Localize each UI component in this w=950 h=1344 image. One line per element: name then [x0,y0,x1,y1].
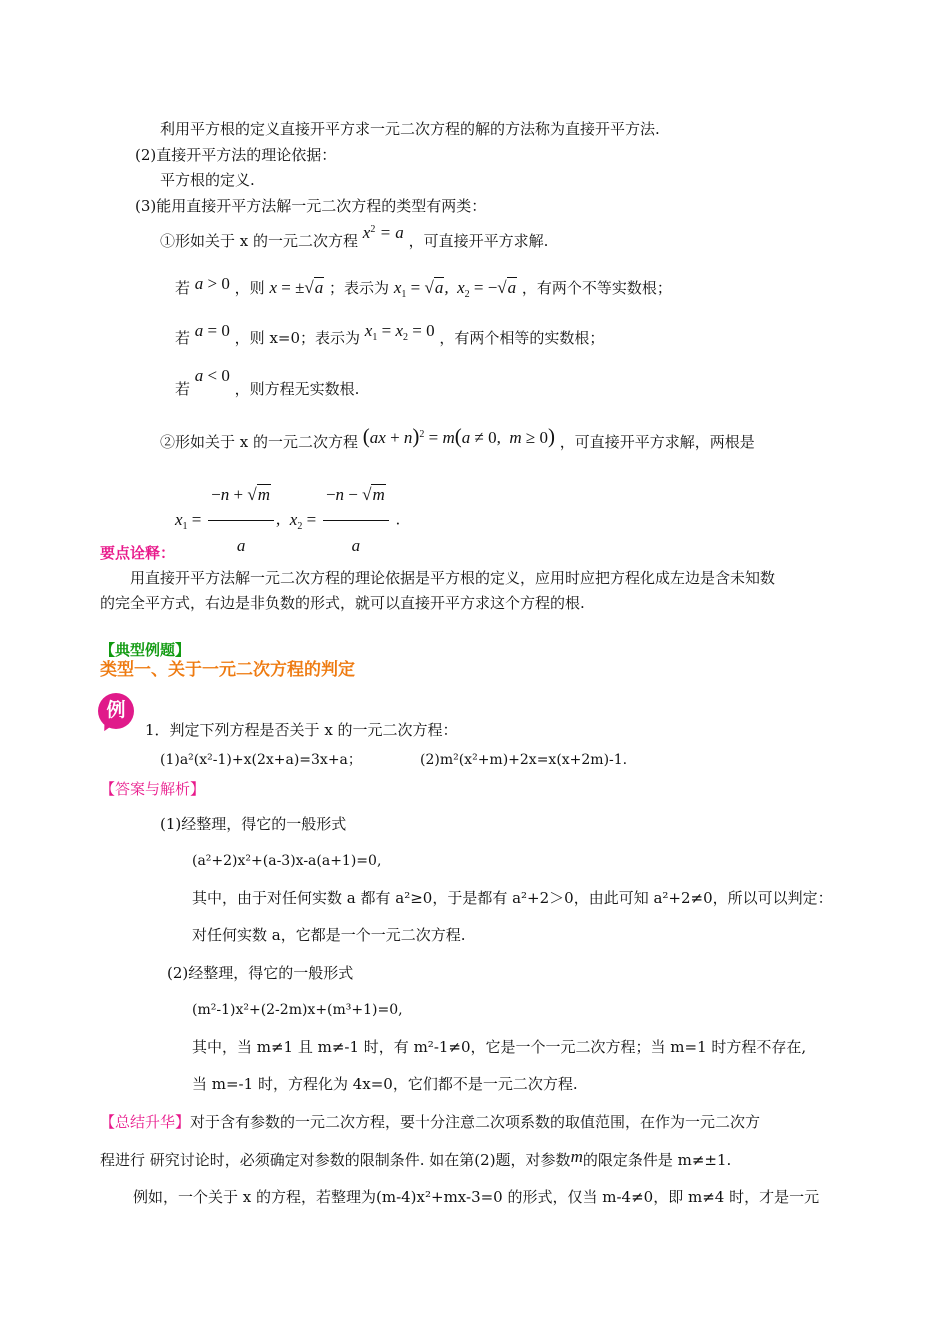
formula-x-pm-sqrt-a: x = ±√a [269,278,324,297]
solution-1-reason: 其中，由于对任何实数 a 都有 a²≥0，于是都有 a²+2＞0，由此可知 a²+2≠0，所以可以判定： [192,889,833,907]
type1-post: ，可直接开平方求解. [408,232,549,250]
summary-line2 [100,1147,732,1170]
type1-title: 类型一、关于一元二次方程的判定 [100,660,355,680]
types-heading: (3)能用直接开平方法解一元二次方程的类型有两类： [135,197,487,215]
example-badge-icon: 例 [98,693,134,729]
case3-ruo: 若 [175,380,191,398]
solution-1-form: (a²+2)x²+(a-3)x-a(a+1)=0, [192,853,382,869]
ex1-eq2: (2)m²(x²+m)+2x=x(x+2m)-1. [420,752,628,768]
key-points-line1: 用直接开平方法解一元二次方程的理论依据是平方根的定义，应用时应把方程化成左边是含未知数 [130,569,776,587]
case-a-positive [175,274,672,305]
formula-period: . [395,510,401,529]
summary-text1: 对于含有参数的一元二次方程，要十分注意二次项系数的取值范围，在作为一元二次方 [190,1113,761,1131]
solution-1-conclusion: 对任何实数 a，它都是一个一元二次方程. [192,926,466,944]
solution-2-reason: 其中，当 m≠1 且 m≠-1 时，有 m²-1≠0，它是一个一元二次方程；当 m=1 时方程不存在, [192,1038,807,1056]
type2-pre: ②形如关于 x 的一元二次方程 [160,433,358,451]
formula-a-eq-0: a = 0 [194,321,230,340]
summary-title: 【总结升华】 [100,1113,191,1131]
solution-1-heading: (1)经整理，得它的一般形式 [160,815,347,833]
summary-text2b: 的限定条件是 m≠±1. [582,1151,732,1169]
type2-line [160,424,755,452]
case-a-zero [175,321,605,355]
summary-line1 [100,1112,760,1132]
key-points-line2: 的完全平方式，右边是非负数的形式，就可以直接开平方求这个方程的根. [100,594,585,612]
formula-x2-eq-a: $x^2 = a$ [362,223,404,242]
case2-ze: ，则 x=0；表示为 [234,329,361,347]
case-a-negative [175,366,360,399]
answer-title: 【答案与解析】 [100,780,206,798]
example-header: 【典型例题】 [100,641,191,659]
solution-2-form: (m²-1)x²+(2-2m)x+(m³+1)=0, [192,1002,403,1018]
formula-a-lt-0: a < 0 [194,366,230,385]
case1-biao: ；表示为 [329,279,390,297]
theory-heading: (2)直接开平方法的理论依据： [135,146,337,164]
case3-tail: ，则方程无实数根. [234,380,360,398]
formula-roots-equal: $x_1 = x_2 = 0$ [364,321,435,343]
case2-ruo: 若 [175,329,191,347]
type2-post: ，可直接开平方求解，两根是 [559,433,755,451]
solution-2-conclusion: 当 m=-1 时，方程化为 4x=0，它们都不是一元二次方程. [192,1075,578,1093]
formula-two-roots: $x_1$ = $\frac{-n + √m}{a}$ , $x_2$ = $\frac{-n - √m}{a}$ . [175,472,400,569]
formula-roots-distinct: $x_1 = √a$, $x_2 = -√a$ [393,278,517,300]
fraction-x2: $\frac{-n - √m}{a}$ [323,472,389,569]
theory-text: 平方根的定义. [160,171,255,189]
example-last-line: 例如，一个关于 x 的方程，若整理为(m-4)x²+mx-3=0 的形式，仅当 m-4≠0，即 m≠4 时，才是一元 [133,1188,820,1206]
type1-line [160,223,549,251]
ex1-eq1: (1)a²(x²-1)+x(2x+a)=3x+a； [160,752,362,768]
param-m: m [570,1147,583,1166]
solution-2-heading: (2)经整理，得它的一般形式 [167,964,354,982]
ex1-title: 1．判定下列方程是否关于 x 的一元二次方程： [145,721,458,739]
case1-ruo: 若 [175,279,191,297]
formula-a-gt-0: a > 0 [194,274,230,293]
case1-ze: ，则 [234,279,265,297]
case1-tail: ，有两个不等实数根； [521,279,672,297]
formula-ax-n-squared: (ax + n)$^2$ = m(a ≠ 0, m ≥ 0) [362,424,556,448]
method-definition: 利用平方根的定义直接开平方求一元二次方程的解的方法称为直接开平方法. [160,120,660,138]
fraction-x1: $\frac{-n + √m}{a}$ [208,472,274,569]
type1-pre: ①形如关于 x 的一元二次方程 [160,232,358,250]
summary-text2a: 程进行 研究讨论时，必须确定对参数的限制条件. 如在第(2)题，对参数 [100,1151,571,1169]
case2-tail: ，有两个相等的实数根； [439,329,605,347]
key-points-title: 要点诠释： [100,544,176,562]
